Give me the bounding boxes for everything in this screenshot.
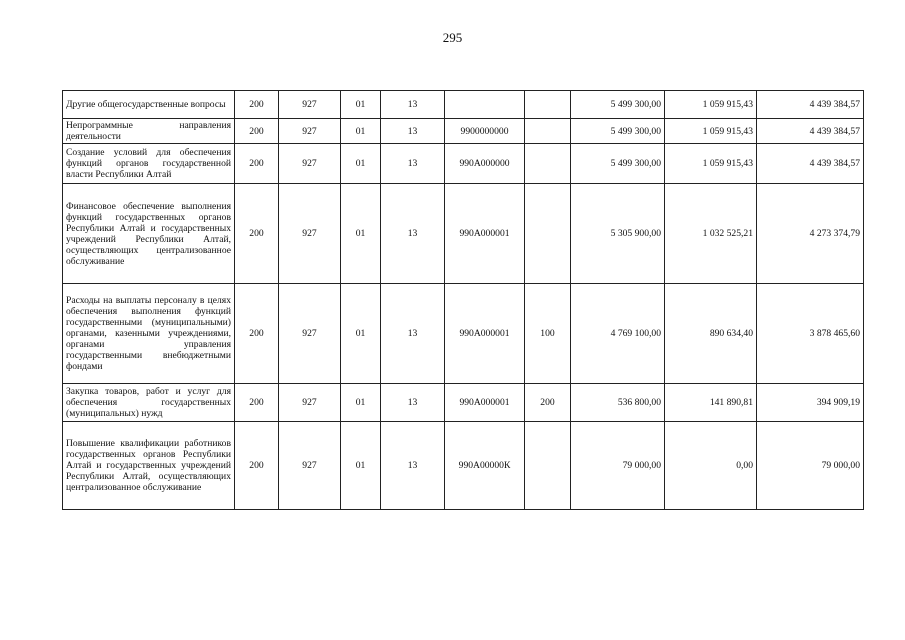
row-col4: 13 <box>381 144 445 184</box>
row-remainder: 394 909,19 <box>757 384 864 422</box>
row-col1: 200 <box>235 119 279 144</box>
table-row <box>63 284 864 384</box>
row-plan: 4 769 100,00 <box>571 284 665 384</box>
row-fact: 890 634,40 <box>665 284 757 384</box>
row-expense-type <box>525 144 571 184</box>
row-remainder: 79 000,00 <box>757 422 864 510</box>
row-col4: 13 <box>381 284 445 384</box>
table-row <box>63 91 864 119</box>
row-col1: 200 <box>235 422 279 510</box>
row-target: 990А000001 <box>445 184 525 284</box>
row-col1: 200 <box>235 91 279 119</box>
row-col4: 13 <box>381 119 445 144</box>
row-fact: 1 059 915,43 <box>665 144 757 184</box>
row-fact: 0,00 <box>665 422 757 510</box>
row-col4: 13 <box>381 184 445 284</box>
row-expense-type: 100 <box>525 284 571 384</box>
table-row <box>63 184 864 284</box>
row-col3: 01 <box>341 144 381 184</box>
row-col1: 200 <box>235 284 279 384</box>
row-plan: 536 800,00 <box>571 384 665 422</box>
row-expense-type <box>525 119 571 144</box>
row-col4: 13 <box>381 91 445 119</box>
row-expense-type <box>525 422 571 510</box>
budget-table <box>62 90 864 510</box>
row-plan: 79 000,00 <box>571 422 665 510</box>
row-expense-type <box>525 91 571 119</box>
row-fact: 1 032 525,21 <box>665 184 757 284</box>
table-row <box>63 119 864 144</box>
row-fact: 1 059 915,43 <box>665 119 757 144</box>
table-row <box>63 144 864 184</box>
row-col3: 01 <box>341 119 381 144</box>
row-target: 990А000000 <box>445 144 525 184</box>
row-col2: 927 <box>279 284 341 384</box>
row-col2: 927 <box>279 91 341 119</box>
row-target: 990А00000К <box>445 422 525 510</box>
row-plan: 5 305 900,00 <box>571 184 665 284</box>
row-fact: 141 890,81 <box>665 384 757 422</box>
row-plan: 5 499 300,00 <box>571 91 665 119</box>
row-fact: 1 059 915,43 <box>665 91 757 119</box>
row-name: Повышение квалификации работников государственных органов Республики Алтай и государственных учреждений Республики Алтай, осуществляющих централизованное обслуживание <box>63 422 235 510</box>
row-name: Закупка товаров, работ и услуг для обеспечения государственных (муниципальных) нужд <box>63 384 235 422</box>
row-col3: 01 <box>341 184 381 284</box>
row-remainder: 4 439 384,57 <box>757 91 864 119</box>
row-remainder: 3 878 465,60 <box>757 284 864 384</box>
row-col3: 01 <box>341 384 381 422</box>
row-col2: 927 <box>279 384 341 422</box>
row-col4: 13 <box>381 384 445 422</box>
row-plan: 5 499 300,00 <box>571 119 665 144</box>
row-target: 990А000001 <box>445 384 525 422</box>
row-col2: 927 <box>279 422 341 510</box>
row-name: Непрограммные направления деятельности <box>63 119 235 144</box>
row-name: Другие общегосударственные вопросы <box>63 91 235 119</box>
row-col1: 200 <box>235 384 279 422</box>
row-col3: 01 <box>341 422 381 510</box>
row-target: 9900000000 <box>445 119 525 144</box>
row-remainder: 4 439 384,57 <box>757 119 864 144</box>
table-row <box>63 384 864 422</box>
table-row <box>63 422 864 510</box>
row-expense-type <box>525 184 571 284</box>
row-col2: 927 <box>279 184 341 284</box>
row-expense-type: 200 <box>525 384 571 422</box>
row-target <box>445 91 525 119</box>
row-col3: 01 <box>341 91 381 119</box>
row-remainder: 4 273 374,79 <box>757 184 864 284</box>
row-name: Создание условий для обеспечения функций органов государственной власти Республики Алтай <box>63 144 235 184</box>
row-col1: 200 <box>235 184 279 284</box>
row-remainder: 4 439 384,57 <box>757 144 864 184</box>
row-plan: 5 499 300,00 <box>571 144 665 184</box>
row-col4: 13 <box>381 422 445 510</box>
row-col1: 200 <box>235 144 279 184</box>
row-name: Расходы на выплаты персоналу в целях обеспечения выполнения функций государственными (муниципальными) органами, казенными учреждениями, органами управления государственными внебюджетными фондами <box>63 284 235 384</box>
row-col2: 927 <box>279 119 341 144</box>
row-name: Финансовое обеспечение выполнения функций государственных органов Республики Алтай и государственных учреждений Республики Алтай, осуществляющих централизованное обслуживание <box>63 184 235 284</box>
row-col3: 01 <box>341 284 381 384</box>
page-number: 295 <box>442 30 463 45</box>
row-target: 990А000001 <box>445 284 525 384</box>
row-col2: 927 <box>279 144 341 184</box>
